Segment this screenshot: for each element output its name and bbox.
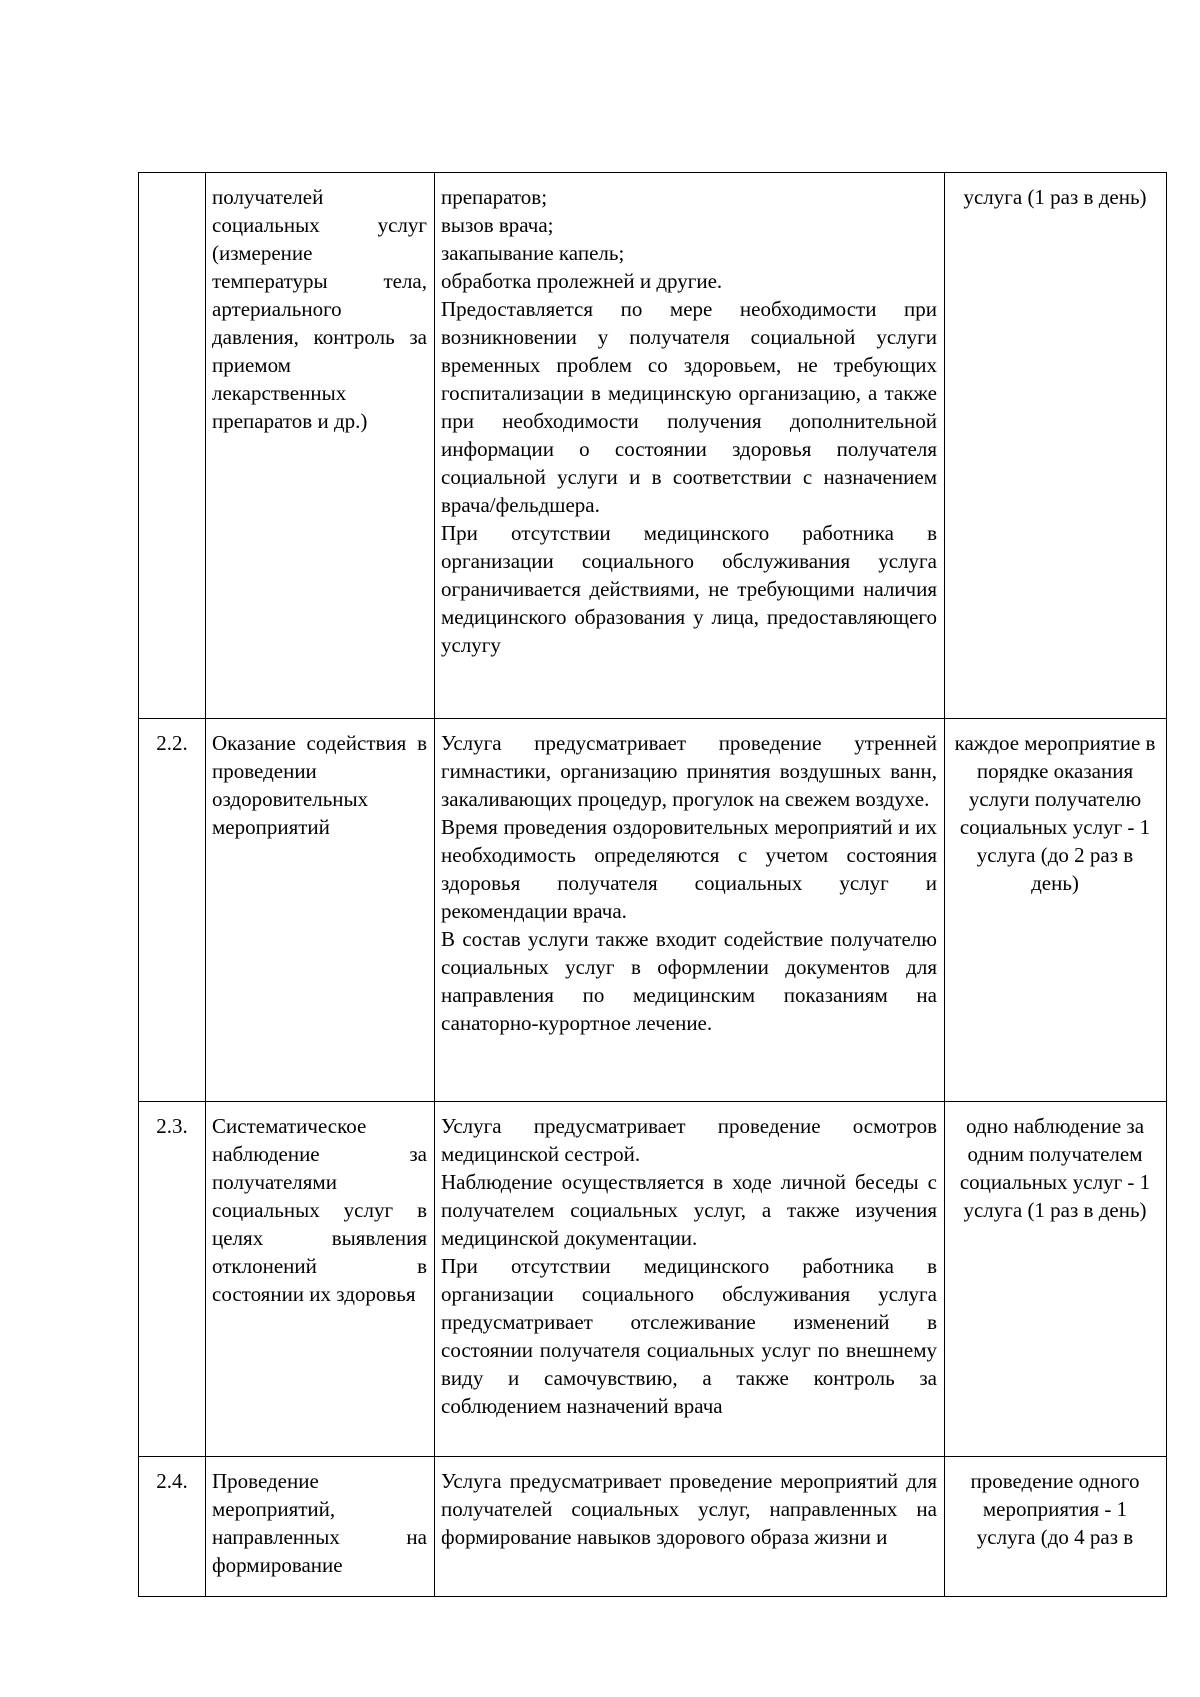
table-row xyxy=(139,1102,1167,1457)
row-number: 2.2. xyxy=(139,719,206,1102)
row-number: 2.4. xyxy=(139,1457,206,1597)
description-paragraph: Услуга предусматривает проведение осмотров медицинской сестрой. xyxy=(441,1114,937,1166)
row-number: 2.3. xyxy=(139,1102,206,1457)
description-paragraph: Наблюдение осуществляется в ходе личной беседы с получателем социальных услуг, а также изучения медицинской документации. xyxy=(441,1170,937,1250)
description-paragraph: обработка пролежней и другие. xyxy=(441,269,723,293)
description-paragraph: В состав услуги также входит содействие получателю социальных услуг в оформлении документов для направления по медицинским показаниям на санаторно-курортное лечение. xyxy=(441,927,937,1035)
description-paragraph: Время проведения оздоровительных мероприятий и их необходимость определяются с учетом состояния здоровья получателя социальных услуг и рекомендации врача. xyxy=(441,815,937,923)
service-unit: каждое мероприятие в порядке оказания услуги получателю социальных услуг - 1 услуга (до 2 раз в день) xyxy=(945,719,1167,1102)
service-description xyxy=(435,719,945,1102)
description-paragraph: закапывание капель; xyxy=(441,241,625,265)
description-paragraph: вызов врача; xyxy=(441,213,554,237)
description-paragraph: препаратов; xyxy=(441,185,548,209)
description-paragraph: При отсутствии медицинского работника в организации социального обслуживания услуга предусматривает отслеживание изменений в состоянии получателя социальных услуг по внешнему виду и самочувствию, а также контроль за соблюдением назначений врача xyxy=(441,1254,937,1418)
service-unit: проведение одного мероприятия - 1 услуга (до 4 раз в xyxy=(945,1457,1167,1597)
description-paragraph: Предоставляется по мере необходимости при возникновении у получателя социальной услуги временных проблем со здоровьем, не требующих госпитализации в медицинскую организацию, а также при необходимости получения дополнительной информации о состоянии здоровья получателя социальной услуги и в соответствии с назначением врача/фельдшера. xyxy=(441,297,937,517)
service-name: Систематическое наблюдение за получателями социальных услуг в целях выявления отклонений в состоянии их здоровья xyxy=(206,1102,435,1457)
service-unit: услуга (1 раз в день) xyxy=(945,173,1167,719)
service-name: получателей социальных услуг (измерение температуры тела, артериального давления, контроль за приемом лекарственных препаратов и др.) xyxy=(206,173,435,719)
table-row xyxy=(139,719,1167,1102)
service-unit: одно наблюдение за одним получателем социальных услуг - 1 услуга (1 раз в день) xyxy=(945,1102,1167,1457)
service-name: Оказание содействия в проведении оздоровительных мероприятий xyxy=(206,719,435,1102)
table-row xyxy=(139,1457,1167,1597)
service-description xyxy=(435,1457,945,1597)
services-table xyxy=(138,172,1167,1597)
description-paragraph: При отсутствии медицинского работника в организации социального обслуживания услуга ограничивается действиями, не требующими наличия медицинского образования у лица, предоставляющего услугу xyxy=(441,521,937,657)
description-paragraph: Услуга предусматривает проведение мероприятий для получателей социальных услуг, направленных на формирование навыков здорового образа жизни и xyxy=(441,1469,937,1549)
service-description xyxy=(435,173,945,719)
table-row xyxy=(139,173,1167,719)
service-description xyxy=(435,1102,945,1457)
description-paragraph: Услуга предусматривает проведение утренней гимнастики, организацию принятия воздушных ванн, закаливающих процедур, прогулок на свежем воздухе. xyxy=(441,731,937,811)
row-number xyxy=(139,173,206,719)
service-name: Проведение мероприятий, направленных на формирование xyxy=(206,1457,435,1597)
